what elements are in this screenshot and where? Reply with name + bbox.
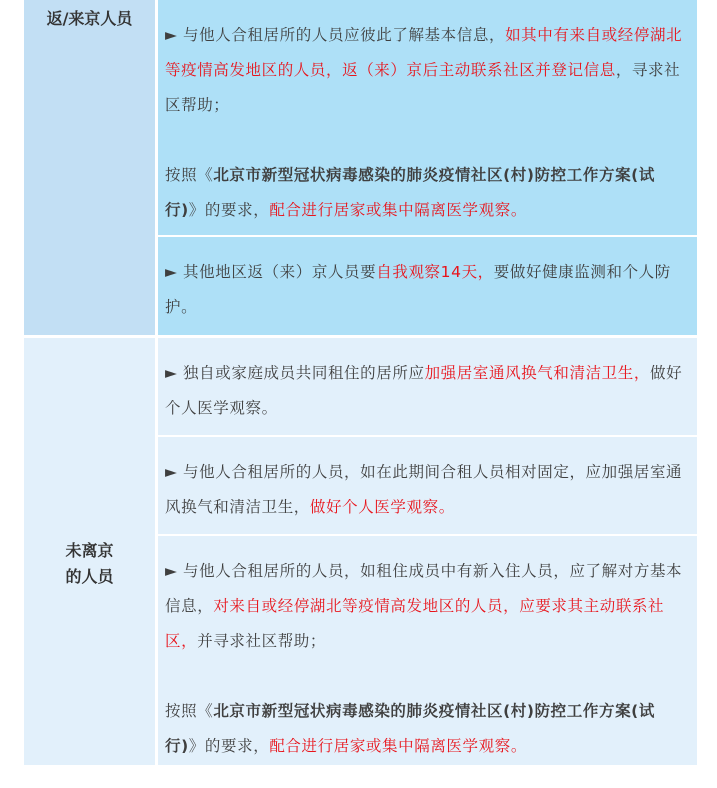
group-not-left (24, 338, 697, 765)
bold-text: 北京市新型冠状病毒感染的肺炎疫情社区(村)防控工作方案(试行) (165, 166, 655, 219)
paragraph (165, 455, 687, 525)
body-text: ► 与他人合租居所的人员，如在此期间合租人员相对固定，应加强居室通风换气和清洁卫生， (165, 463, 683, 516)
category-text: 的人员 (65, 566, 114, 586)
body-text: 按照《 (165, 166, 214, 184)
guidance-cell (158, 536, 697, 765)
paragraph (165, 694, 687, 764)
body-text: 并寻求社区帮助； (197, 632, 327, 650)
highlight-text: 自我观察14天， (376, 263, 494, 281)
guidance-cell (158, 437, 697, 536)
highlight-text: 配合进行居家或集中隔离医学观察。 (269, 737, 527, 755)
body-text: ► 其他地区返（来）京人员要 (165, 263, 377, 281)
category-label (24, 0, 155, 335)
guidance-cell (158, 0, 697, 237)
category-text: 未离京 (65, 540, 114, 560)
body-text: 按照《 (165, 702, 214, 720)
body-text: 做好个人医学观察。 (165, 364, 683, 417)
paragraph (165, 554, 687, 659)
body-text: ► 与他人合租居所的人员应彼此了解基本信息， (165, 26, 506, 44)
paragraph (165, 255, 687, 325)
category-text: 返/来京人员 (46, 9, 133, 28)
highlight-text: 加强居室通风换气和清洁卫生， (424, 364, 650, 382)
body-text: ► 独自或家庭成员共同租住的居所应 (165, 364, 425, 382)
paragraph (165, 18, 687, 123)
bold-text: 北京市新型冠状病毒感染的肺炎疫情社区(村)防控工作方案(试行) (165, 702, 655, 755)
body-text: 》的要求， (188, 737, 270, 755)
paragraph (165, 158, 687, 228)
highlight-text: 如其中有来自或经停湖北等疫情高发地区的人员，返（来）京后主动联系社区并登记信息 (165, 26, 683, 79)
body-text: ► 与他人合租居所的人员，如租住成员中有新入住人员，应了解对方基本信息， (165, 562, 683, 615)
paragraph (165, 356, 687, 426)
category-label (24, 338, 155, 765)
highlight-text: 做好个人医学观察。 (309, 498, 455, 516)
body-text: 要做好健康监测和个人防护。 (165, 263, 671, 316)
guidance-cell (158, 237, 697, 335)
highlight-text: 对来自或经停湖北等疫情高发地区的人员，应要求其主动联系社区， (165, 597, 665, 650)
group-returning (24, 0, 697, 335)
body-text: 》的要求， (188, 201, 270, 219)
guidance-cell (158, 338, 697, 437)
highlight-text: 配合进行居家或集中隔离医学观察。 (269, 201, 527, 219)
body-text: ，寻求社区帮助； (165, 61, 681, 114)
guidance-table (24, 0, 697, 765)
